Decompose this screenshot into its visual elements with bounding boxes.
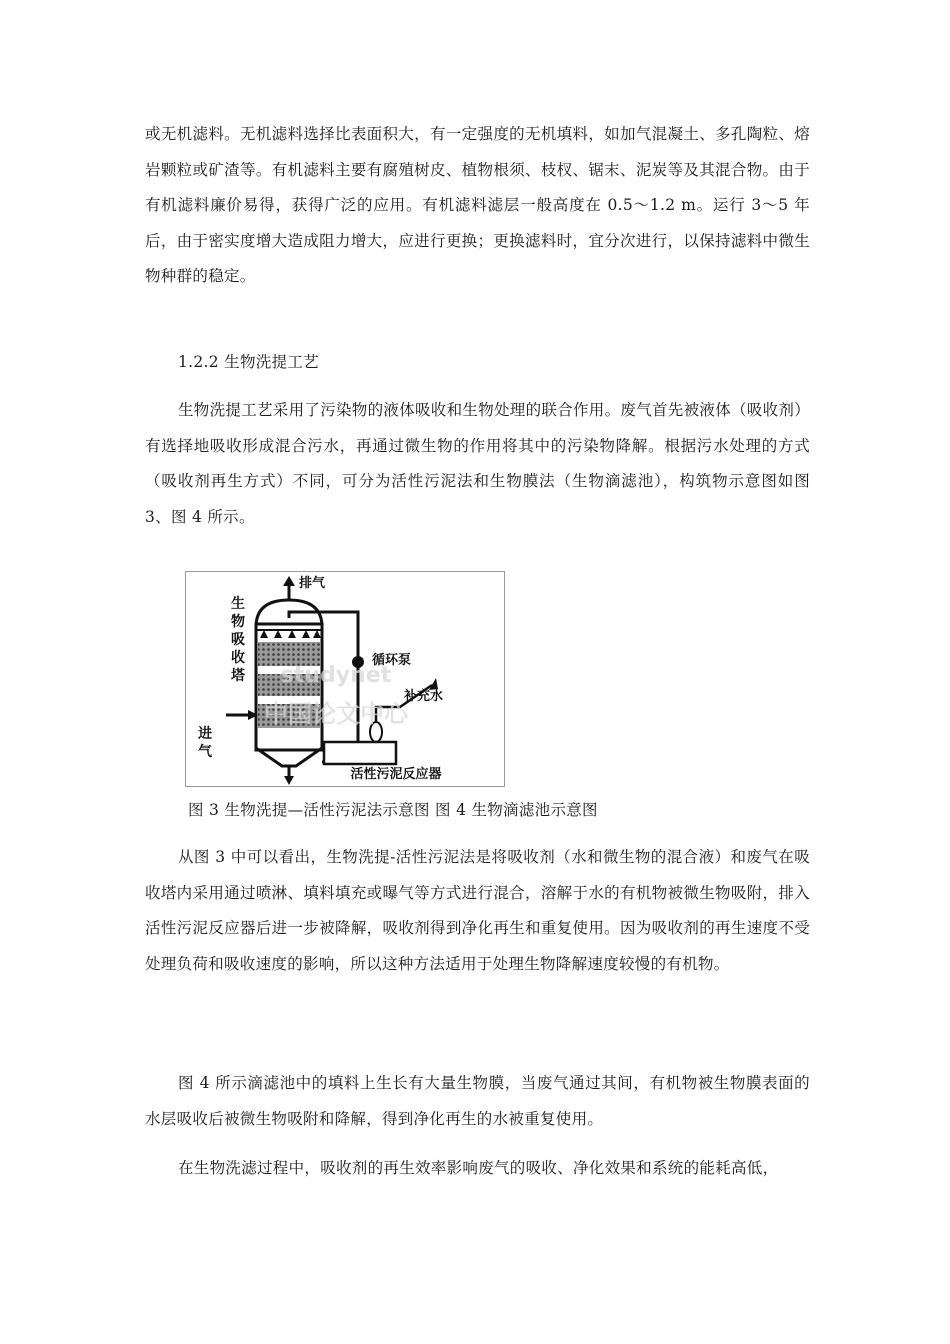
paragraph-bioscrubbing-intro: 生物洗提工艺采用了污染物的液体吸收和生物处理的联合作用。废气首先被液体（吸收剂）有选择地吸收形成混合污水，再通过微生物的作用将其中的污染物降解。根据污水处理的方式（吸收剂再生方式）不同，可分为活性污泥法和生物膜法（生物滴滤池），构筑物示意图如图 3、图 4 所示。 [145,401,811,526]
paragraph-figure4-explanation: 图 4 所示滴滤池中的填料上生长有大量生物膜，当废气通过其间，有机物被生物膜表面的水层吸收后被微生物吸附和降解，得到净化再生的水被重复使用。 [145,1074,810,1128]
svg-text:收: 收 [231,650,245,666]
figure-caption: 图 3 生物洗提—活性污泥法示意图 图 4 生物滴滤池示意图 [188,801,598,819]
svg-text:吸: 吸 [231,632,245,648]
reactor-label: 活性污泥反应器 [350,767,442,782]
pump-label: 循环泵 [372,653,412,668]
svg-text:进: 进 [198,726,212,742]
figure-3-diagram [185,571,505,787]
activated-sludge-reactor [324,742,396,764]
paragraph-regeneration: 在生物洗滤过程中，吸收剂的再生效率影响废气的吸收、净化效果和系统的能耗高低， [178,1159,779,1177]
paragraph-figure3-explanation: 从图 3 中可以看出，生物洗提-活性污泥法是将吸收剂（水和微生物的混合液）和废气在吸收塔内采用通过喷淋、填料填充或曝气等方式进行混合，溶解于水的有机物被微生物吸附，排入活性污泥反应器后进一步被降解，吸收剂得到净化再生和重复使用。因为吸收剂的再生速度不受处理负荷和吸收速度的影响，所以这种方法适用于处理生物降解速度较慢的有机物。 [145,848,810,973]
watermark-studynet: studynet [280,663,392,688]
svg-text:塔: 塔 [231,668,245,684]
tower-label [230,595,246,684]
section-heading: 1.2.2 生物洗提工艺 [178,353,319,371]
inlet-label [197,726,213,760]
svg-text:生: 生 [231,596,245,612]
makeup-water-label: 补充水 [404,689,444,704]
exhaust-label: 排气 [299,576,326,591]
bottom-outlet-arrow-icon [284,776,294,785]
exhaust-arrow-icon [283,576,295,586]
watermark-center: 中国论文中心 [264,700,408,728]
svg-text:气: 气 [198,744,212,760]
svg-text:物: 物 [231,614,245,630]
paragraph-filter-media: 或无机滤料。无机滤料选择比表面积大，有一定强度的无机填料，如加气混凝土、多孔陶粒、熔岩颗粒或矿渣等。有机滤料主要有腐殖树皮、植物根须、枝杈、锯末、泥炭等及其混合物。由于有机滤料廉价易得，获得广泛的应用。有机滤料滤层一般高度在 0.5～1.2 m。运行 3～5 年后，由于密实度增大造成阻力增大，应进行更换；更换滤料时，宜分次进行，以保持滤料中微生物种群的稳定。 [145,125,810,286]
